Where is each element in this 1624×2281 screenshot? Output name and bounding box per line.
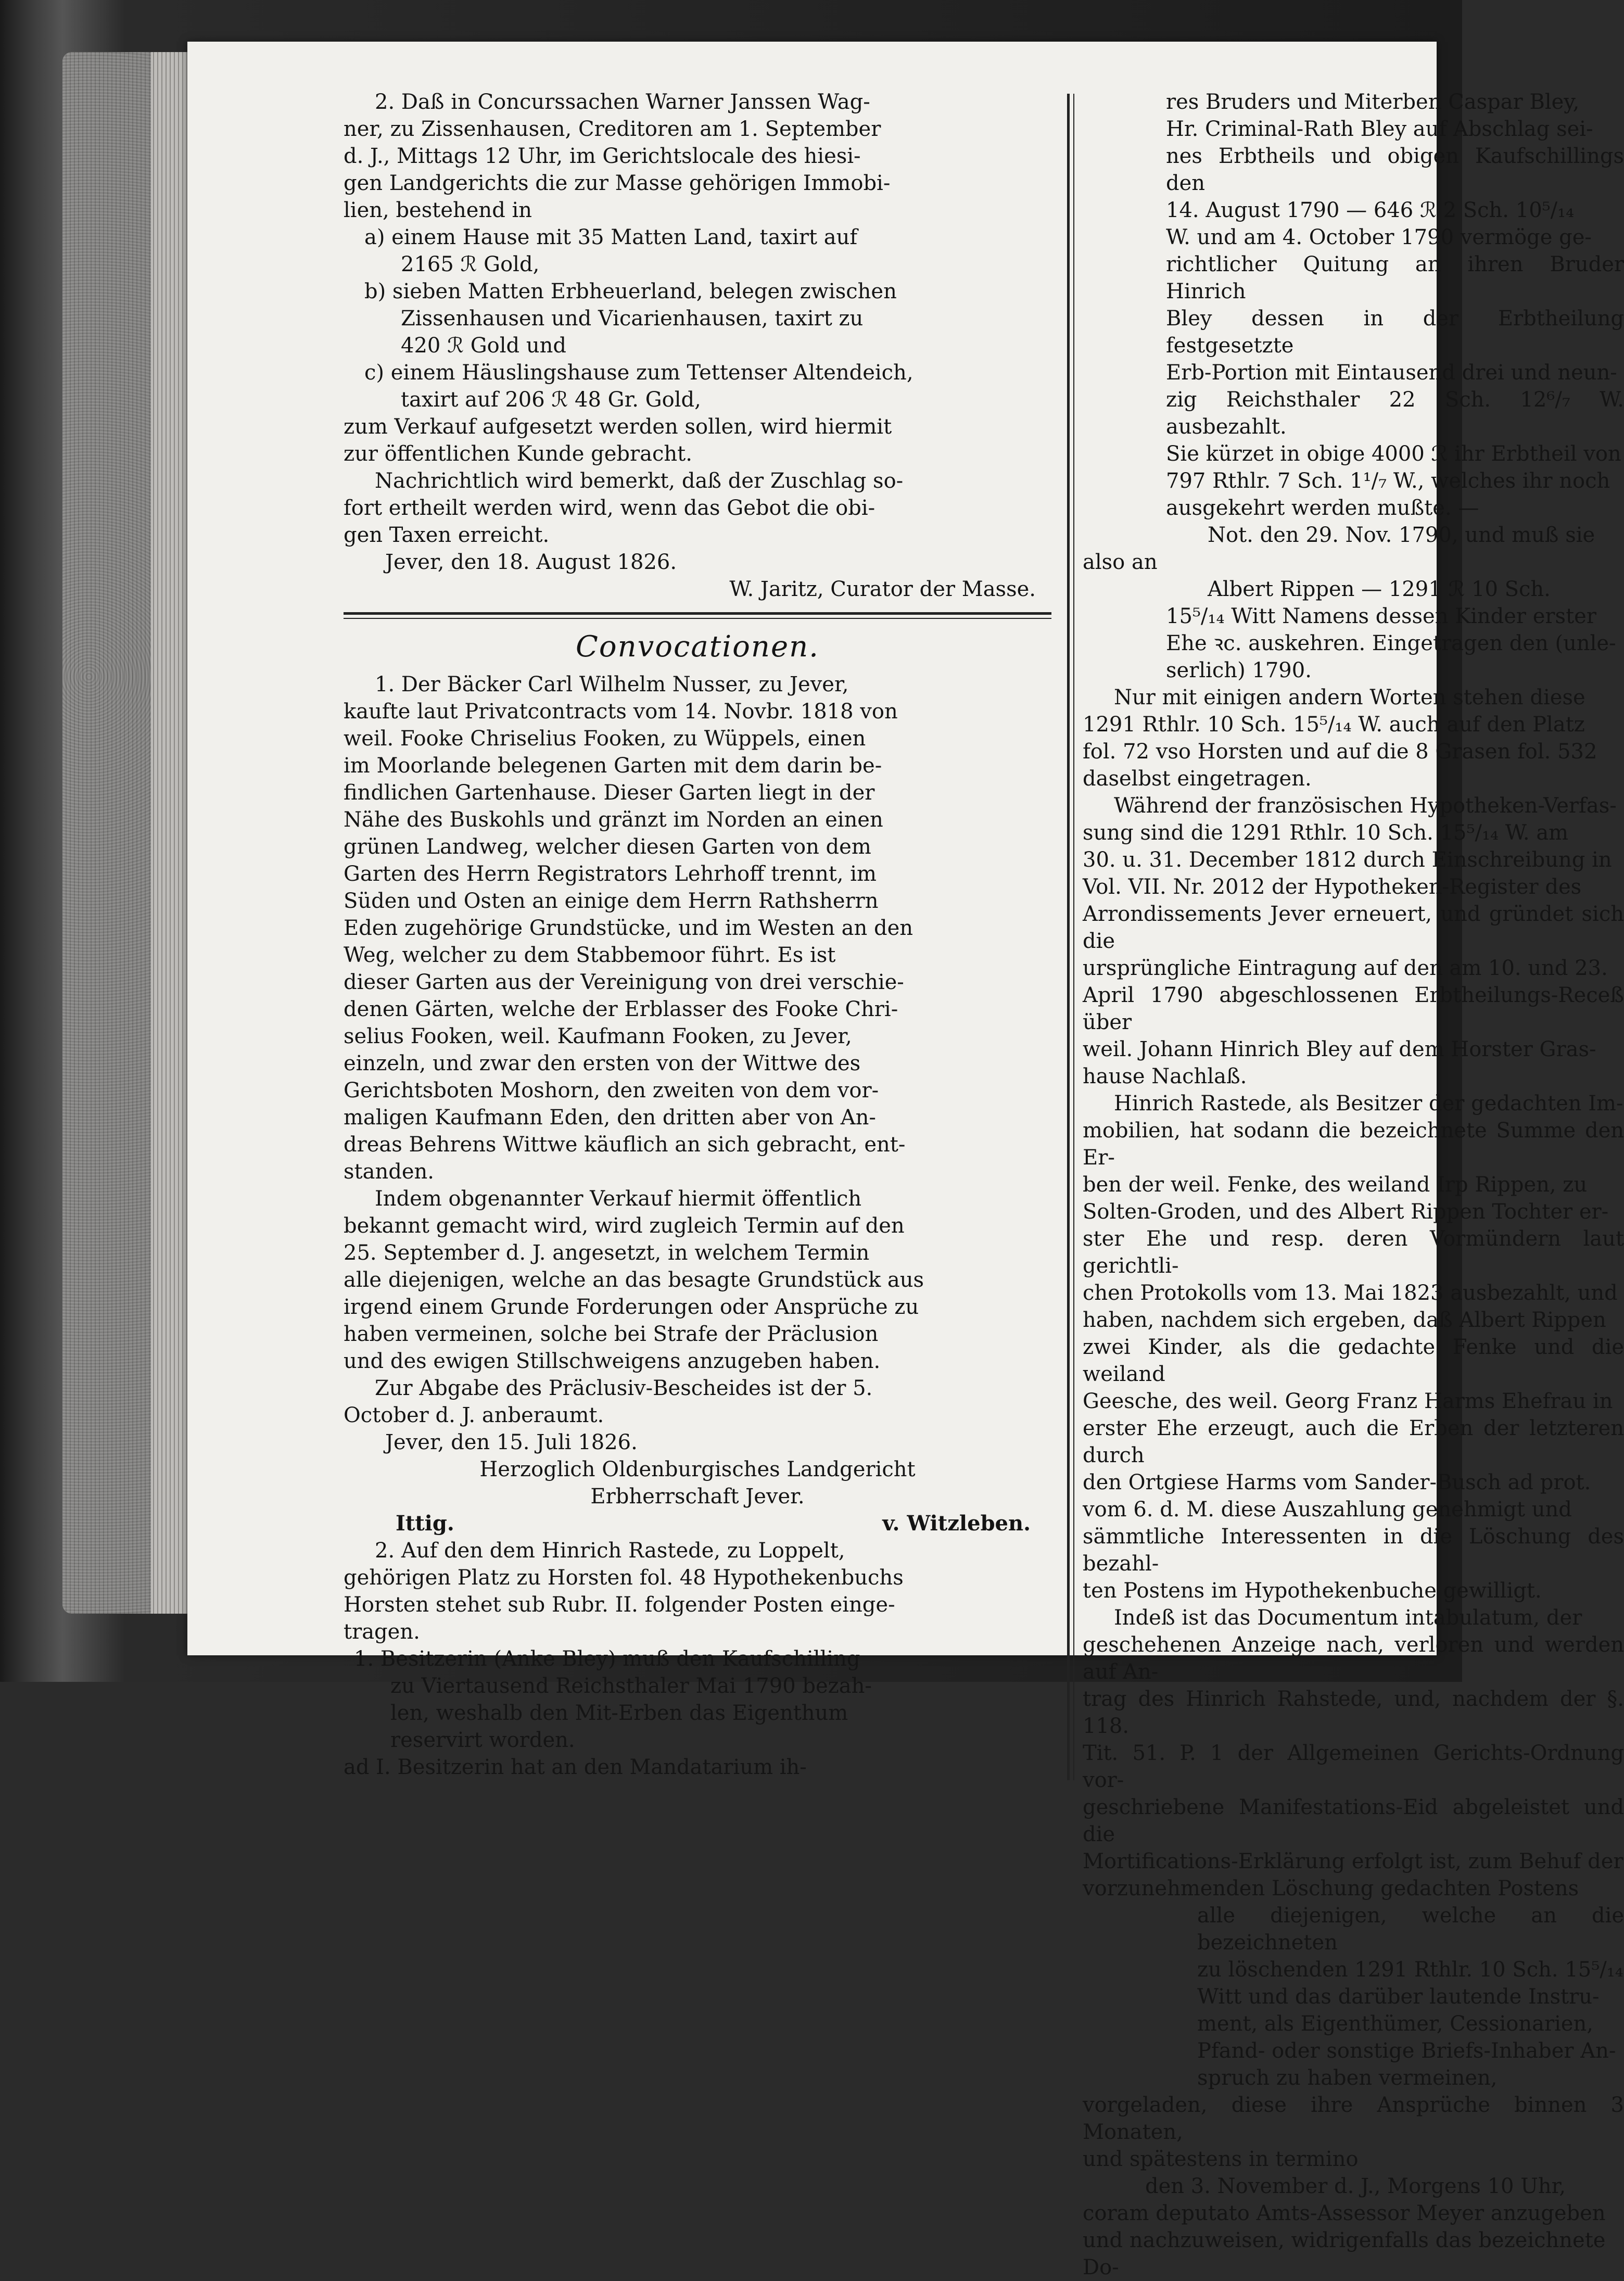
section-rule — [344, 612, 1051, 615]
entry-document-lost — [1083, 1604, 1624, 1902]
text-line: Nur mit einigen andern Worten stehen diese — [1114, 686, 1585, 709]
text-line: irgend einem Grunde Forderungen oder Ansprüche zu — [344, 1295, 919, 1319]
convocation-2-entry — [344, 1645, 1051, 1754]
text-line: Während der französischen Hypotheken-Verfas- — [1114, 794, 1617, 818]
column-rule — [1067, 94, 1070, 1780]
text-line: Not. den 29. Nov. 1790, und muß sie — [1208, 523, 1595, 547]
convocation-1-date: Jever, den 15. Juli 1826. — [385, 1430, 638, 1454]
text-line: dieser Garten aus der Vereinigung von drei verschie- — [344, 970, 904, 994]
entry-term — [1083, 2173, 1624, 2281]
text-line: geschriebene Manifestations-Eid abgeleistet und die — [1083, 1795, 1624, 1846]
speckled-book-edge — [62, 52, 151, 1614]
text-line: reservirt worden. — [390, 1728, 575, 1752]
text-line: hause Nachlaß. — [1083, 1065, 1247, 1088]
text-line: zum Verkauf aufgesetzt werden sollen, wird hiermit — [344, 415, 892, 439]
text-line: 2165 ℛ Gold, — [401, 252, 540, 276]
section-rule-thin — [344, 618, 1051, 619]
text-line: tragen. — [344, 1620, 420, 1644]
notice-concurs-tail — [344, 413, 1051, 467]
text-line: nes Erbtheils und obigen Kaufschillings den — [1166, 144, 1624, 195]
text-line: standen. — [344, 1160, 434, 1184]
text-line: 25. September d. J. angesetzt, in welchem Termin — [344, 1241, 870, 1265]
text-line: 797 Rthlr. 7 Sch. 1¹/₇ W., welches ihr noch — [1166, 469, 1610, 493]
text-line: Indem obgenannter Verkauf hiermit öffentlich — [375, 1187, 862, 1211]
text-line: 2. Daß in Concurssachen Warner Janssen Wag- — [375, 90, 870, 114]
convocation-1 — [344, 671, 1051, 1185]
text-line: richtlicher Quitung an ihren Bruder Hinrich — [1166, 252, 1624, 303]
text-line: Pfand- oder sonstige Briefs-Inhaber An- — [1197, 2039, 1616, 2063]
text-line: weil. Johann Hinrich Bley auf dem Horster Gras- — [1083, 1037, 1596, 1061]
text-line: Eden zugehörige Grundstücke, und im Westen an den — [344, 916, 914, 940]
text-line: Tit. 51. P. 1 der Allgemeinen Gerichts-Ordnung vor- — [1083, 1741, 1624, 1792]
text-line: Zur Abgabe des Präclusiv-Bescheides ist der 5. — [375, 1376, 873, 1400]
text-line: 1291 Rthlr. 10 Sch. 15⁵/₁₄ W. auch auf den Platz — [1083, 713, 1585, 737]
text-line: 420 ℛ Gold und — [401, 334, 566, 358]
entry-rastede-payment — [1083, 1090, 1624, 1604]
text-line: Sie kürzet in obige 4000 ℛ ihr Erbtheil von — [1166, 442, 1621, 466]
entry-french-mortgage — [1083, 792, 1624, 1090]
text-line: Arrondissements Jever erneuert, und gründet sich die — [1083, 902, 1624, 953]
text-line: vom 6. d. M. diese Auszahlung genehmigt und — [1083, 1498, 1572, 1522]
text-line: 15⁵/₁₄ Witt Namens dessen Kinder erster — [1166, 604, 1596, 628]
text-line: im Moorlande belegenen Garten mit dem darin be- — [344, 754, 882, 778]
text-line: Mortifications-Erklärung erfolgt ist, zum Behuf der — [1083, 1849, 1623, 1873]
book-page — [187, 42, 1624, 2279]
text-line: zu Viertausend Reichsthaler Mai 1790 bezah- — [390, 1674, 872, 1698]
text-line: mobilien, hat sodann die bezeichnete Summe den Er- — [1083, 1119, 1624, 1170]
text-line: zur öffentlichen Kunde gebracht. — [344, 442, 692, 466]
text-line: zu löschenden 1291 Rthlr. 10 Sch. 15⁵/₁₄ — [1197, 1958, 1623, 1982]
convocation-2 — [344, 1537, 1051, 1645]
notice-concurs — [344, 88, 1051, 224]
text-line: alle diejenigen, welche an die bezeichneten — [1197, 1904, 1624, 1955]
text-line: October d. J. anberaumt. — [344, 1403, 604, 1427]
text-line: Solten-Groden, und des Albert Rippen Tochter er- — [1083, 1200, 1609, 1224]
text-line: ten Postens im Hypothekenbuche gewilligt. — [1083, 1579, 1542, 1603]
signature-ittig: Ittig. — [396, 1511, 454, 1536]
text-line: den 3. November d. J., Morgens 10 Uhr, — [1145, 2174, 1566, 2198]
text-line: sung sind die 1291 Rthlr. 10 Sch. 15⁵/₁₄ W. am — [1083, 821, 1569, 845]
text-line: zwei Kinder, als die gedachte Fenke und die weiland — [1083, 1335, 1624, 1386]
text-line: gen Landgerichts die zur Masse gehörigen Immobi- — [344, 171, 891, 195]
text-line: d. J., Mittags 12 Uhr, im Gerichtslocale des hiesi- — [344, 144, 861, 168]
entry-albert-rippen — [1083, 576, 1624, 684]
text-line: ursprüngliche Eintragung auf den am 10. und 23. — [1083, 956, 1608, 980]
text-line: Erb-Portion mit Eintausend drei und neun- — [1166, 361, 1617, 385]
text-line: haben vermeinen, solche bei Strafe der Präclusion — [344, 1322, 879, 1346]
text-line: denen Gärten, welche der Erblasser des Fooke Chri- — [344, 997, 898, 1021]
text-line: fort ertheilt werden wird, wenn das Gebot die obi- — [344, 496, 876, 520]
notice-concurs-note — [344, 467, 1051, 549]
entry-summons — [1083, 2092, 1624, 2173]
column-rule-inner — [1073, 94, 1074, 1780]
text-line: c) einem Häuslingshause zum Tettenser Altendeich, — [364, 361, 914, 385]
signature-row — [344, 1510, 1051, 1537]
text-line: und nachzuweisen, widrigenfalls das bezeichnete Do- — [1083, 2228, 1606, 2279]
text-line: vorgeladen, diese ihre Ansprüche binnen 3 Monaten, — [1083, 2093, 1624, 2144]
text-line: selius Fooken, weil. Kaufmann Fooken, zu Jever, — [344, 1024, 852, 1048]
text-line: len, weshalb den Mit-Erben das Eigenthum — [390, 1701, 848, 1725]
notice-signature: W. Jaritz, Curator der Masse. — [729, 577, 1036, 601]
section-heading: Convocationen. — [576, 630, 819, 664]
text-line: a) einem Hause mit 35 Matten Land, taxirt auf — [364, 225, 858, 249]
text-line: haben, nachdem sich ergeben, daß Albert Rippen — [1083, 1308, 1606, 1332]
property-item — [344, 278, 1051, 359]
text-line: Horsten stehet sub Rubr. II. folgender Posten einge- — [344, 1593, 895, 1617]
entry-continuation — [1083, 88, 1624, 522]
text-line: und des ewigen Stillschweigens anzugeben haben. — [344, 1349, 881, 1373]
text-line: lien, bestehend in — [344, 198, 532, 222]
text-line: Nähe des Buskohls und gränzt im Norden an einen — [344, 808, 883, 832]
text-line: geschehenen Anzeige nach, verloren und werden auf An- — [1083, 1633, 1624, 1684]
text-line: maligen Kaufmann Eden, den dritten aber von An- — [344, 1106, 876, 1130]
text-line: spruch zu haben vermeinen, — [1197, 2066, 1498, 2090]
text-line: Garten des Herrn Registrators Lehrhoff trennt, im — [344, 862, 877, 886]
text-line: b) sieben Matten Erbheuerland, belegen zwischen — [364, 280, 897, 303]
property-list — [344, 224, 1051, 413]
text-line: grünen Landweg, welcher diesen Garten von dem — [344, 835, 871, 859]
text-line: Indeß ist das Documentum intabulatum, der — [1114, 1606, 1582, 1630]
text-line: 1. Der Bäcker Carl Wilhelm Nusser, zu Jever, — [375, 673, 849, 696]
text-line: fol. 72 vso Horsten und auf die 8 Grasen fol. 532 — [1083, 740, 1597, 764]
text-line: Süden und Osten an einige dem Herrn Rathsherrn — [344, 889, 879, 913]
text-line: erster Ehe erzeugt, auch die Erben der letzteren durch — [1083, 1416, 1624, 1467]
text-line: Hinrich Rastede, als Besitzer der gedachten Im- — [1114, 1092, 1623, 1116]
text-line: chen Protokolls vom 13. Mai 1823 ausbezahlt, und — [1083, 1281, 1618, 1305]
text-line: sämmtliche Interessenten in die Löschung des bezahl- — [1083, 1525, 1624, 1576]
text-line: ner, zu Zissenhausen, Creditoren am 1. September — [344, 117, 881, 141]
court-jurisdiction: Erbherrschaft Jever. — [590, 1485, 805, 1509]
text-line: W. und am 4. October 1790 vermöge ge- — [1166, 225, 1592, 249]
text-line: taxirt auf 206 ℛ 48 Gr. Gold, — [401, 388, 701, 412]
text-line: coram deputato Amts-Assessor Meyer anzugeben — [1083, 2201, 1606, 2225]
text-line: Witt und das darüber lautende Instru- — [1197, 1985, 1600, 2009]
text-line: ster Ehe und resp. deren Vormündern laut gerichtli- — [1083, 1227, 1624, 1278]
text-line: ben der weil. Fenke, des weiland Irp Rippen, zu — [1083, 1173, 1588, 1197]
text-line: weil. Fooke Chriselius Fooken, zu Wüppels, einen — [344, 727, 866, 751]
text-line: Ehe ꝛc. auskehren. Eingetragen den (unle- — [1166, 631, 1616, 655]
entry-claimants — [1083, 1902, 1624, 2092]
text-line: serlich) 1790. — [1166, 658, 1312, 682]
text-line: kaufte laut Privatcontracts vom 14. Novbr. 1818 von — [344, 700, 898, 724]
text-line: April 1790 abgeschlossenen Erbtheilungs-Receß über — [1083, 983, 1624, 1034]
text-line: Geesche, des weil. Georg Franz Harms Ehefrau in — [1083, 1389, 1613, 1413]
text-line: 30. u. 31. December 1812 durch Einschreibung in — [1083, 848, 1612, 872]
text-line: res Bruders und Miterben Caspar Bley, — [1166, 90, 1580, 114]
text-line: also an — [1083, 550, 1158, 574]
text-line: den Ortgiese Harms vom Sander-Busch ad prot. — [1083, 1471, 1591, 1494]
text-line: alle diejenigen, welche an das besagte Grundstück aus — [344, 1268, 924, 1292]
text-line: findlichen Gartenhause. Dieser Garten liegt in der — [344, 781, 875, 805]
entry-note — [1083, 522, 1624, 576]
text-line: vorzunehmenden Löschung gedachten Postens — [1083, 1877, 1579, 1900]
text-line: und spätestens in termino — [1083, 2147, 1359, 2171]
court-name: Herzoglich Oldenburgisches Landgericht — [479, 1458, 916, 1481]
entry-also-registered — [1083, 684, 1624, 792]
text-line: Albert Rippen — 1291 ℛ 10 Sch. — [1208, 577, 1551, 601]
property-item — [344, 224, 1051, 278]
text-line: ausgekehrt werden mußte. — — [1166, 496, 1479, 520]
convocation-2-ad-i: ad I. Besitzerin hat an den Mandatarium ih- — [344, 1755, 807, 1779]
convocation-1-announcement — [344, 1185, 1051, 1375]
notice-date: Jever, den 18. August 1826. — [385, 550, 677, 574]
text-line: gehörigen Platz zu Horsten fol. 48 Hypothekenbuchs — [344, 1566, 904, 1590]
text-line: 14. August 1790 — 646 ℛ 2 Sch. 10⁵/₁₄ — [1166, 198, 1575, 222]
text-line: Weg, welcher zu dem Stabbemoor führt. Es ist — [344, 943, 836, 967]
right-column — [1083, 88, 1624, 2279]
text-line: Gerichtsboten Moshorn, den zweiten von dem vor- — [344, 1079, 879, 1103]
text-line: dreas Behrens Wittwe käuflich an sich gebracht, ent- — [344, 1133, 906, 1157]
text-line: zig Reichsthaler 22 Sch. 12⁶/₇ W. ausbezahlt. — [1166, 388, 1624, 439]
text-line: 2. Auf den dem Hinrich Rastede, zu Loppelt, — [375, 1539, 845, 1563]
text-line: gen Taxen erreicht. — [344, 523, 550, 547]
signature-witzleben: v. Witzleben. — [882, 1511, 1031, 1536]
convocation-1-deadline — [344, 1375, 1051, 1429]
text-line: Zissenhausen und Vicarienhausen, taxirt zu — [401, 307, 864, 331]
text-line: Nachrichtlich wird bemerkt, daß der Zuschlag so- — [375, 469, 904, 493]
text-line: ment, als Eigenthümer, Cessionarien, — [1197, 2012, 1594, 2036]
text-line: einzeln, und zwar den ersten von der Wittwe des — [344, 1051, 861, 1075]
text-line: Bley dessen in der Erbtheilung festgesetzte — [1166, 307, 1624, 358]
text-line: 1. Besitzerin (Anke Bley) muß den Kaufschilling — [354, 1647, 860, 1671]
property-item — [344, 359, 1051, 413]
text-line: Vol. VII. Nr. 2012 der Hypotheken-Register des — [1083, 875, 1582, 899]
text-line: daselbst eingetragen. — [1083, 767, 1312, 791]
left-column — [344, 88, 1051, 1779]
text-line: trag des Hinrich Rahstede, und, nachdem der §. 118. — [1083, 1687, 1624, 1738]
text-line: bekannt gemacht wird, wird zugleich Termin auf den — [344, 1214, 905, 1238]
text-line: Hr. Criminal-Rath Bley auf Abschlag sei- — [1166, 117, 1593, 141]
